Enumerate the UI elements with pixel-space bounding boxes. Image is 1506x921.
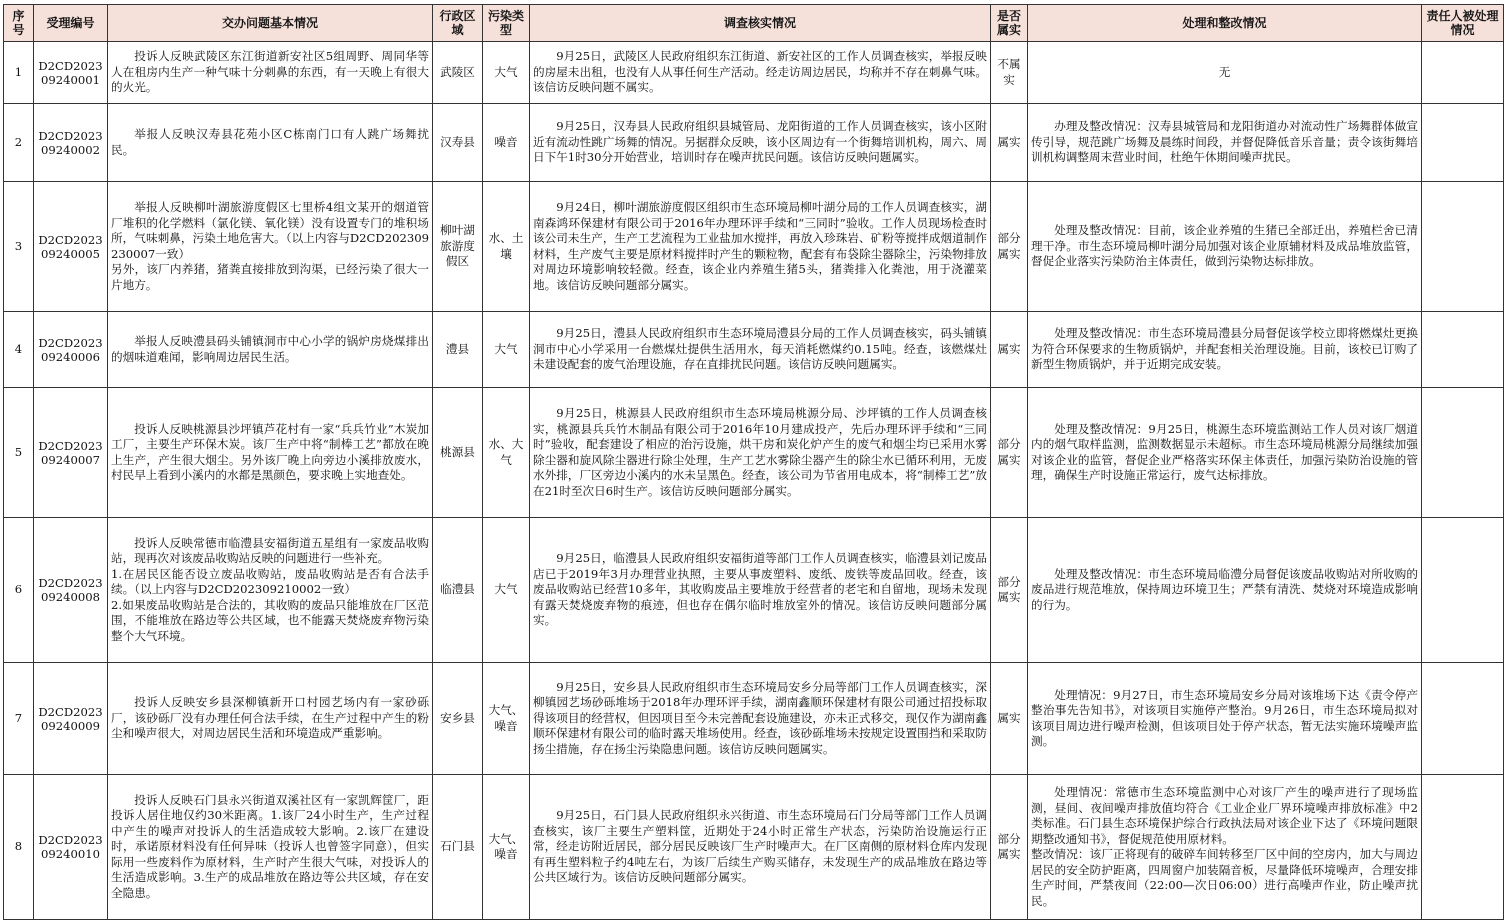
- table-row: [4, 182, 1504, 312]
- cell-basic: 举报人反映澧县码头铺镇洞市中心小学的锅炉房烧煤排出的烟味道难闻，影响周边居民生活。: [108, 312, 433, 388]
- cell-verified: 不属实: [991, 42, 1028, 104]
- header-handling: 处理和整改情况: [1028, 5, 1422, 42]
- complaint-table-container: [3, 4, 1504, 920]
- cell-region: 临澧县: [433, 518, 483, 663]
- cell-seq: 6: [4, 518, 34, 663]
- header-pollution: 污染类型: [483, 5, 530, 42]
- table-row: [4, 104, 1504, 182]
- cell-code: D2CD202309240001: [34, 42, 108, 104]
- cell-investigation: 9月25日，临澧县人民政府组织安福街道等部门工作人员调查核实，临澧县刘记废品店已于2019年3月办理营业执照，主要从事废塑料、废纸、废铁等废品回收。经查，该废品收购站已经营10多年，其收购废品主要堆放于经营者的老宅和自留地，现场未发现有露天焚烧废弃物的痕迹，但也存在偶尔临时堆放室外的情况。该信访反映问题部分属实。: [530, 518, 991, 663]
- header-investigation: 调查核实情况: [530, 5, 991, 42]
- cell-code: D2CD202309240010: [34, 775, 108, 920]
- cell-responsible: [1422, 518, 1504, 663]
- cell-responsible: [1422, 775, 1504, 920]
- cell-seq: 8: [4, 775, 34, 920]
- cell-verified: 部分属实: [991, 518, 1028, 663]
- cell-investigation: 9月25日，桃源县人民政府组织市生态环境局桃源分局、沙坪镇的工作人员调查核实，桃源县兵兵竹木制品有限公司于2016年10月建成投产，先后办理环评手续和“三同时”验收，配套建设了相应的治污设施，烘干房和炭化炉产生的废气和烟尘均已采用水雾除尘器和旋风除尘器进行除尘处理，生产工艺水雾除尘器产生的除尘水已循环利用，无废水外排，厂区旁边小溪内的水未呈黑色。经查，该公司为节省用电成本，将“制棒工艺”放在21时至次日6时生产。该信访反映问题部分属实。: [530, 388, 991, 518]
- cell-pollution: 大气: [483, 42, 530, 104]
- cell-code: D2CD202309240007: [34, 388, 108, 518]
- cell-region: 安乡县: [433, 663, 483, 775]
- cell-investigation: 9月25日，汉寿县人民政府组织县城管局、龙阳街道的工作人员调查核实，该小区附近有流动性跳广场舞的情况。另据群众反映，该小区周边有一个街舞培训机构，周六、周日下午1时30分开始营业，培训时存在噪声扰民问题。该信访反映问题属实。: [530, 104, 991, 182]
- complaint-table: [3, 4, 1504, 920]
- cell-code: D2CD202309240005: [34, 182, 108, 312]
- table-row: [4, 42, 1504, 104]
- cell-verified: 部分属实: [991, 388, 1028, 518]
- cell-region: 桃源县: [433, 388, 483, 518]
- cell-pollution: 噪音: [483, 104, 530, 182]
- cell-code: D2CD202309240009: [34, 663, 108, 775]
- header-seq: 序号: [4, 5, 34, 42]
- cell-verified: 部分属实: [991, 182, 1028, 312]
- cell-seq: 2: [4, 104, 34, 182]
- cell-basic: 投诉人反映石门县永兴街道双溪社区有一家凯辉筐厂，距投诉人居住地仅约30米距离。1.该厂24小时生产，生产过程中产生的噪声对投诉人的生活造成较大影响。2.该厂在建设时，承诺原材料没有任何异味（投诉人也曾签字同意），但实际用一些废料作为原材料，生产时产生很大气味，对投诉人的生活造成影响。3.生产的成品堆放在路边等公共区域，存在安全隐患。: [108, 775, 433, 920]
- table-header-row: [4, 5, 1504, 42]
- cell-handling: 无: [1028, 42, 1422, 104]
- cell-region: 澧县: [433, 312, 483, 388]
- cell-responsible: [1422, 182, 1504, 312]
- cell-handling: 处理及整改情况：市生态环境局澧县分局督促该学校立即将燃煤灶更换为符合环保要求的生物质锅炉，并配套相关治理设施。目前，该校已订购了新型生物质锅炉，并于近期完成安装。: [1028, 312, 1422, 388]
- table-row: [4, 775, 1504, 920]
- cell-code: D2CD202309240006: [34, 312, 108, 388]
- cell-handling: 处理及整改情况：目前，该企业养殖的生猪已全部迁出，养殖栏舍已清理干净。市生态环境局柳叶湖分局加强对该企业原辅材料及成品堆放监管，督促企业落实污染防治主体责任，做到污染物达标排放。: [1028, 182, 1422, 312]
- cell-pollution: 水、土壤: [483, 182, 530, 312]
- header-code: 受理编号: [34, 5, 108, 42]
- cell-handling: 处理及整改情况：9月25日，桃源生态环境监测站工作人员对该厂烟道内的烟气取样监测，监测数据显示未超标。市生态环境局桃源分局继续加强对该企业的监管，督促企业严格落实环保主体责任，加强污染防治设施的管理，确保生产时设施正常运行，废气达标排放。: [1028, 388, 1422, 518]
- cell-region: 武陵区: [433, 42, 483, 104]
- cell-verified: 部分属实: [991, 775, 1028, 920]
- cell-pollution: 大气: [483, 312, 530, 388]
- cell-region: 柳叶湖旅游度假区: [433, 182, 483, 312]
- table-body: [4, 42, 1504, 920]
- header-region: 行政区域: [433, 5, 483, 42]
- cell-basic: 投诉人反映桃源县沙坪镇芦花村有一家“兵兵竹业”木炭加工厂，主要生产环保木炭。该厂生产中将“制棒工艺”都放在晚上生产，产生很大烟尘。另外该厂晚上向旁边小溪排放废水，村民早上看到小溪内的水都是黑颜色，要求晚上实地查处。: [108, 388, 433, 518]
- cell-seq: 5: [4, 388, 34, 518]
- cell-seq: 3: [4, 182, 34, 312]
- table-row: [4, 518, 1504, 663]
- table-row: [4, 663, 1504, 775]
- cell-investigation: 9月25日，安乡县人民政府组织市生态环境局安乡分局等部门工作人员调查核实，深柳镇园艺场砂砾堆场于2018年办理环评手续，湖南鑫顺环保建材有限公司通过招投标取得该项目的经营权，但因项目至今未完善配套设施建设，亦未正式移交，现仅作为湖南鑫顺环保建材有限公司的临时露天堆场使用。经查，该砂砾堆场未按规定设置围挡和采取防扬尘措施，存在扬尘污染隐患问题。该信访反映问题属实。: [530, 663, 991, 775]
- cell-code: D2CD202309240008: [34, 518, 108, 663]
- cell-basic: 投诉人反映常德市临澧县安福街道五星组有一家废品收购站，现再次对该废品收购站反映的问题进行一些补充。 1.在居民区能否设立废品收购站，废品收购站是否有合法手续。（以上内容与D2CD202309210002一致） 2.如果废品收购站是合法的，其收购的废品只能堆放在厂区范围，不能堆放在路边等公共区域，也不能露天焚烧废弃物污染整个大气环境。: [108, 518, 433, 663]
- cell-pollution: 水、大气: [483, 388, 530, 518]
- cell-seq: 7: [4, 663, 34, 775]
- cell-verified: 属实: [991, 312, 1028, 388]
- cell-region: 汉寿县: [433, 104, 483, 182]
- cell-pollution: 大气、噪音: [483, 663, 530, 775]
- cell-handling: 处理情况：常德市生态环境监测中心对该厂产生的噪声进行了现场监测，昼间、夜间噪声排放值均符合《工业企业厂界环境噪声排放标准》中2类标准。石门县生态环境保护综合行政执法局对该企业下达了《环境问题限期整改通知书》，督促规范使用原材料。 整改情况：该厂正将现有的破碎车间转移至厂区中间的空房内，加大与周边居民的安全防护距离，四周窗户加装隔音板，尽量降低环境噪声，合理安排生产时间，严禁夜间（22:00—次日06:00）进行高噪声作业，防止噪声扰民。: [1028, 775, 1422, 920]
- header-responsible: 责任人被处理情况: [1422, 5, 1504, 42]
- cell-pollution: 大气: [483, 518, 530, 663]
- header-verified: 是否属实: [991, 5, 1028, 42]
- cell-investigation: 9月25日，澧县人民政府组织市生态环境局澧县分局的工作人员调查核实，码头铺镇洞市中心小学采用一台燃煤灶提供生活用水，每天消耗燃煤约0.15吨。经查，该燃煤灶未建设配套的废气治理设施，存在直排扰民问题。该信访反映问题属实。: [530, 312, 991, 388]
- cell-verified: 属实: [991, 104, 1028, 182]
- header-basic: 交办问题基本情况: [108, 5, 433, 42]
- cell-region: 石门县: [433, 775, 483, 920]
- cell-seq: 1: [4, 42, 34, 104]
- cell-investigation: 9月25日，武陵区人民政府组织东江街道、新安社区的工作人员调查核实，举报反映的房屋未出租，也没有人从事任何生产活动。经走访周边居民，均称并不存在刺鼻气味。该信访反映问题不属实。: [530, 42, 991, 104]
- cell-responsible: [1422, 388, 1504, 518]
- cell-responsible: [1422, 663, 1504, 775]
- cell-pollution: 大气、噪音: [483, 775, 530, 920]
- cell-seq: 4: [4, 312, 34, 388]
- cell-responsible: [1422, 104, 1504, 182]
- cell-basic: 投诉人反映安乡县深柳镇新开口村园艺场内有一家砂砾厂，该砂砾厂没有办理任何合法手续，在生产过程中产生的粉尘和噪声很大，对周边居民生活和环境造成严重影响。: [108, 663, 433, 775]
- cell-handling: 办理及整改情况：汉寿县城管局和龙阳街道办对流动性广场舞群体做宣传引导，规范跳广场舞及晨练时间段，并督促降低音乐音量；责令该街舞培训机构调整周末营业时间，杜绝午休期间噪声扰民。: [1028, 104, 1422, 182]
- cell-basic: 举报人反映柳叶湖旅游度假区七里桥4组文某开的烟道管厂堆积的化学燃料（氯化镁、氧化镁）没有设置专门的堆积场所，气味刺鼻，污染土地危害大。（以上内容与D2CD202309230007一致） 另外，该厂内养猪，猪粪直接排放到沟渠，已经污染了很大一片地方。: [108, 182, 433, 312]
- cell-code: D2CD202309240002: [34, 104, 108, 182]
- cell-investigation: 9月25日，石门县人民政府组织永兴街道、市生态环境局石门分局等部门工作人员调查核实，该厂主要生产塑料筐，近期处于24小时正常生产状态，污染防治设施运行正常，经走访附近居民，部分居民反映该厂生产时噪声大。在厂区南侧的原材料仓库内发现有再生塑料粒子约4吨左右，为该厂后续生产购买储存，未发现生产的成品堆放在路边等公共区域行为。该信访反映问题部分属实。: [530, 775, 991, 920]
- cell-basic: 举报人反映汉寿县花苑小区C栋南门口有人跳广场舞扰民。: [108, 104, 433, 182]
- cell-basic: 投诉人反映武陵区东江街道新安社区5组周野、周同华等人在租房内生产一种气味十分刺鼻的东西，有一天晚上有很大的火光。: [108, 42, 433, 104]
- cell-investigation: 9月24日，柳叶湖旅游度假区组织市生态环境局柳叶湖分局的工作人员调查核实，湖南森鸿环保建材有限公司于2016年办理环评手续和“三同时”验收。工作人员现场检查时该公司未生产，生产工艺流程为工业盐加水搅拌，再放入珍珠岩、矿粉等搅拌成烟道制作材料，生产废气主要是原材料搅拌时产生的颗粒物，配套有布袋除尘器除尘，污染物排放对周边环境影响较轻微。经查，该企业内养殖生猪5头，猪粪排入化粪池，用于浇灌菜地。该信访反映问题部分属实。: [530, 182, 991, 312]
- cell-verified: 属实: [991, 663, 1028, 775]
- table-row: [4, 312, 1504, 388]
- cell-handling: 处理及整改情况：市生态环境局临澧分局督促该废品收购站对所收购的废品进行规范堆放，保持周边环境卫生；严禁有清洗、焚烧对环境造成影响的行为。: [1028, 518, 1422, 663]
- table-row: [4, 388, 1504, 518]
- cell-handling: 处理情况：9月27日，市生态环境局安乡分局对该堆场下达《责令停产整治事先告知书》，对该项目实施停产整治。9月26日，市生态环境局拟对该项目周边进行噪声检测，但该项目处于停产状态，暂无法实施环境噪声监测。: [1028, 663, 1422, 775]
- cell-responsible: [1422, 42, 1504, 104]
- cell-responsible: [1422, 312, 1504, 388]
